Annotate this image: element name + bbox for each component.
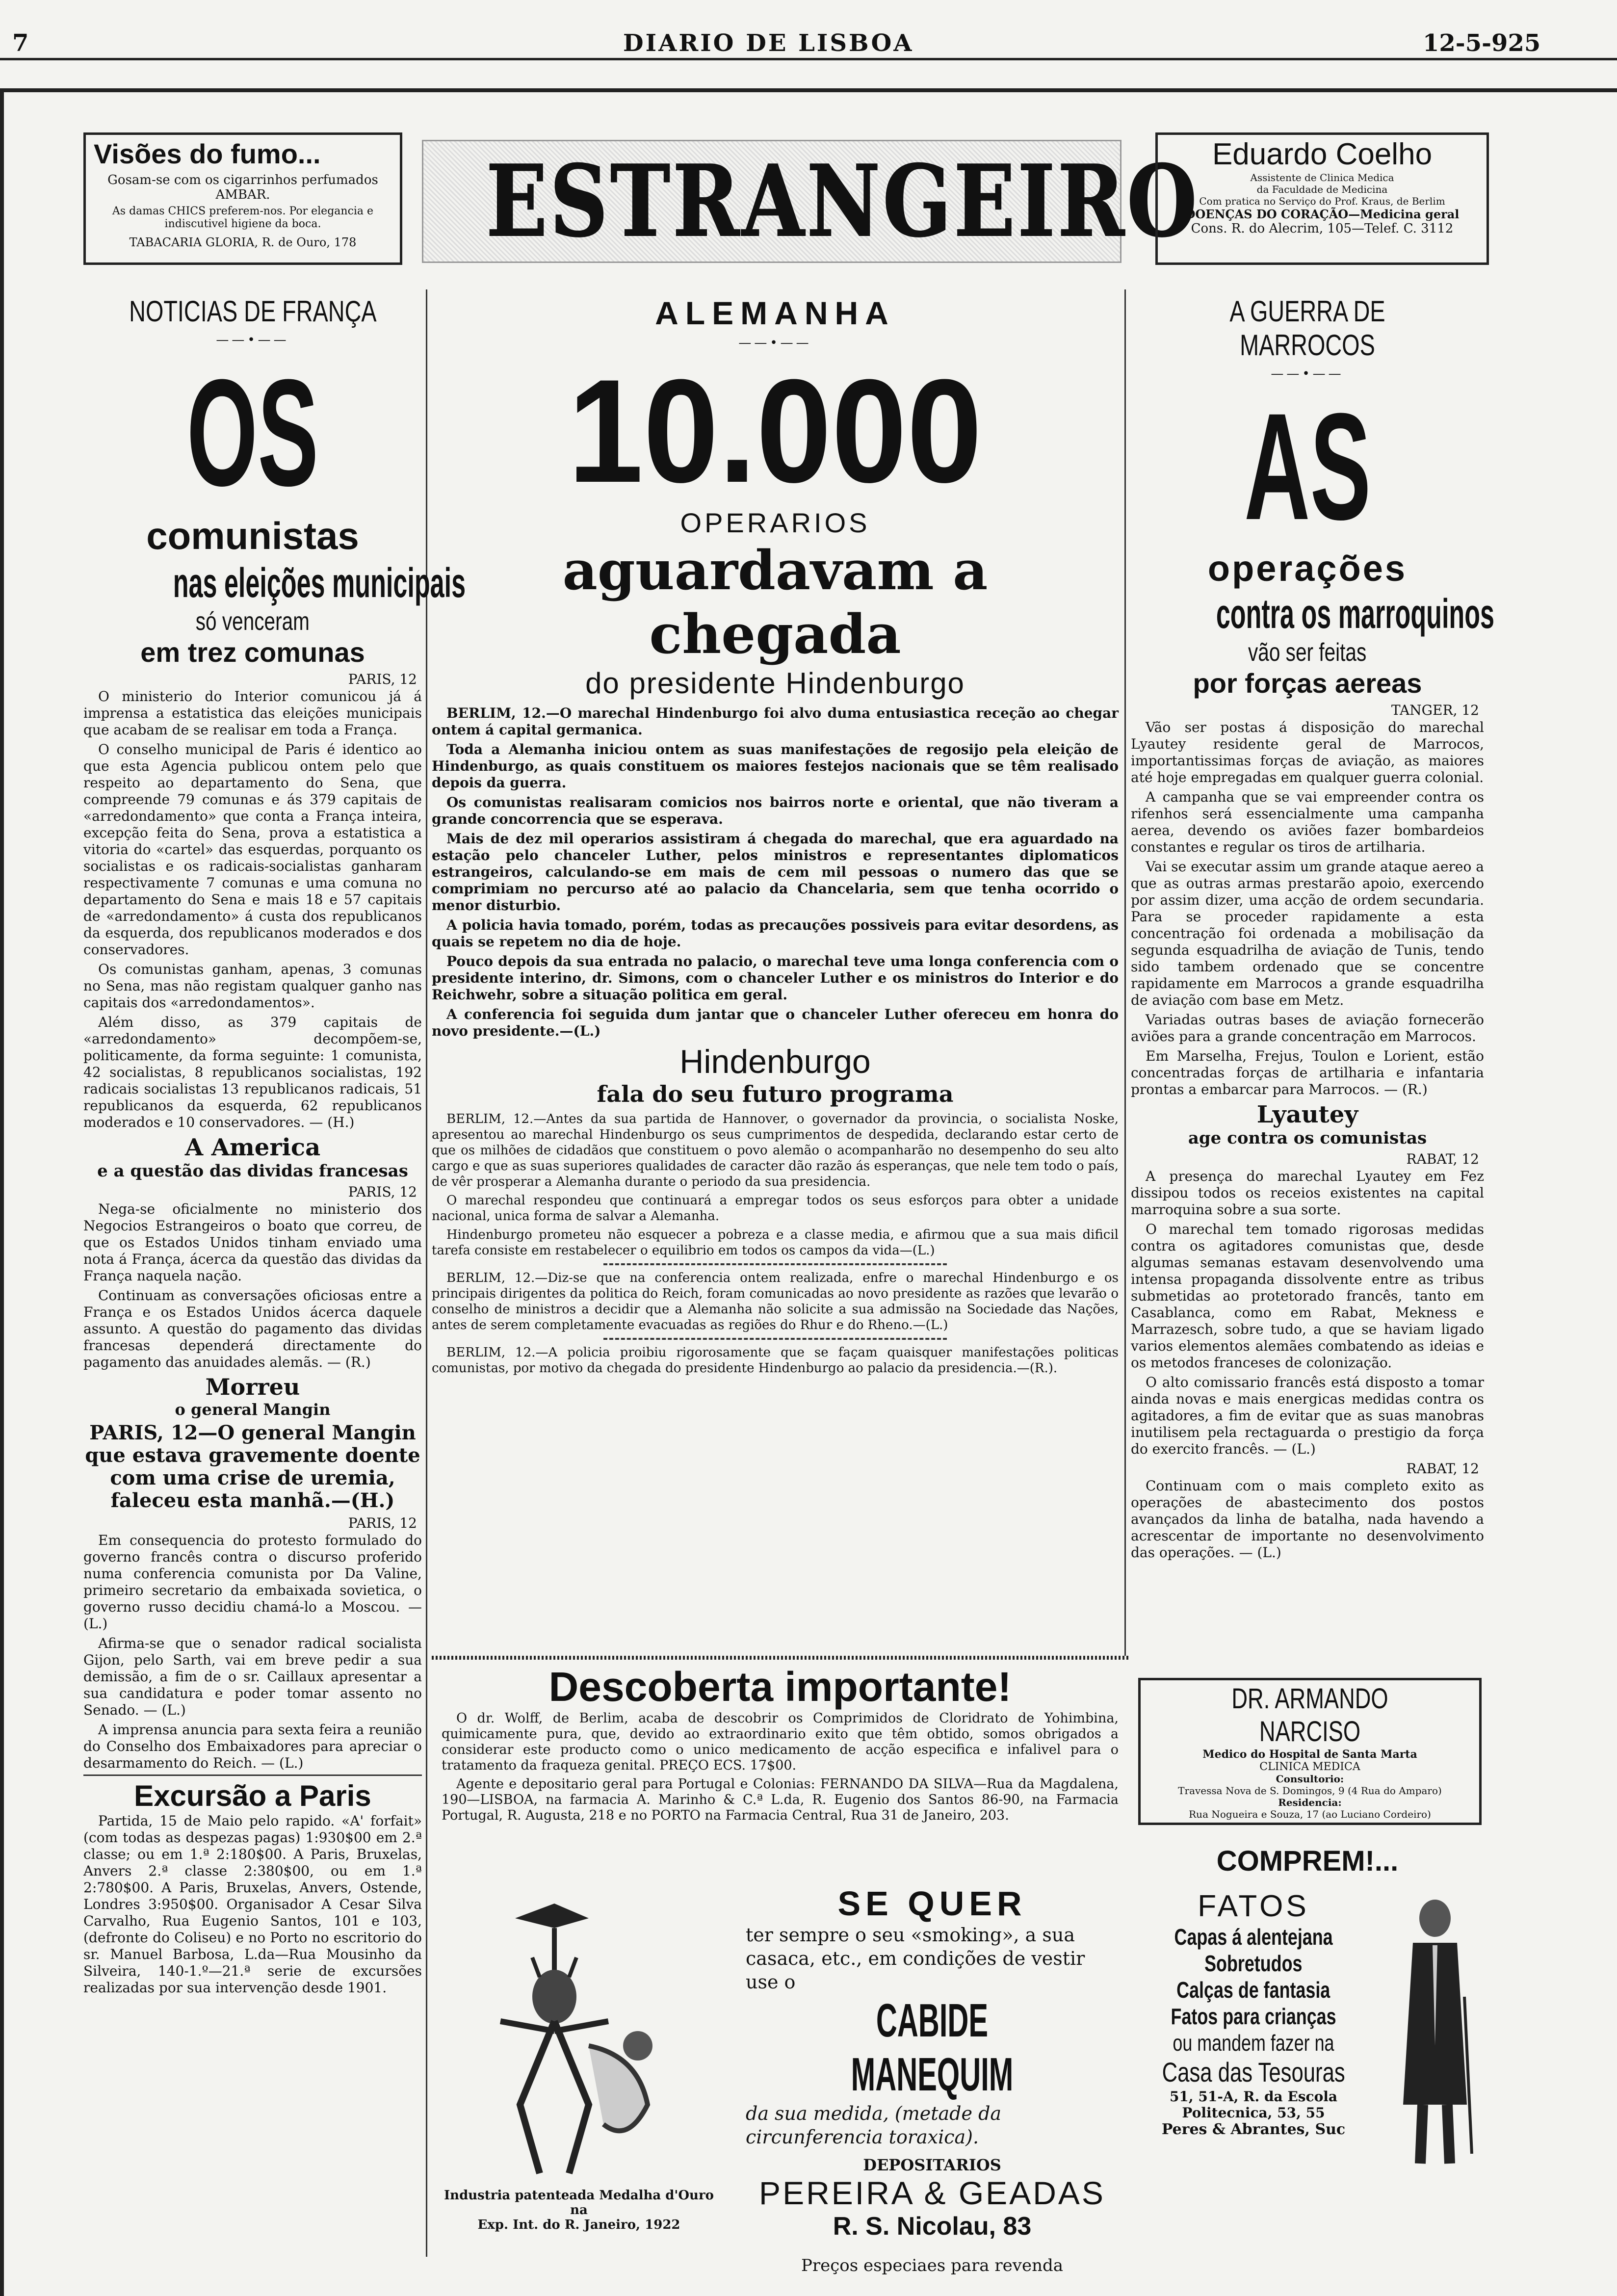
headline: contra os marroquinos bbox=[1216, 591, 1494, 637]
ad-line: 51, 51-A, R. da Escola Politecnica, 53, 55 bbox=[1169, 2088, 1338, 2121]
divider bbox=[603, 1338, 947, 1340]
newspaper-title: DIARIO DE LISBOA bbox=[623, 29, 914, 57]
headline: por forças aereas bbox=[1193, 668, 1422, 699]
dateline: PARIS, 12 bbox=[348, 1515, 417, 1531]
headline: nas eleições municipais bbox=[173, 560, 466, 606]
subheadline: fala do seu futuro programa bbox=[597, 1081, 954, 1107]
ad-line: TABACARIA GLORIA, R. de Ouro, 178 bbox=[129, 235, 357, 249]
ad-line: Casa das Tesouras bbox=[1162, 2057, 1345, 2087]
issue-date: 12-5-925 bbox=[1423, 29, 1541, 57]
ad-line: Capas á alentejana bbox=[1174, 1924, 1333, 1950]
subheadline: Lyautey bbox=[1256, 1101, 1358, 1128]
ad-descoberta bbox=[442, 1663, 1119, 1826]
headline-big: 10.000 bbox=[568, 348, 983, 513]
ad-visoes-do-fumo bbox=[83, 132, 402, 265]
ad-line: Peres & Abrantes, Suc bbox=[1161, 2121, 1346, 2138]
paragraph: Os comunistas ganham, apenas, 3 comunas no Sena, mas não registam qualquer ganho nas capitais dos «arredondamentos». bbox=[83, 961, 422, 1011]
ad-line: Assistente de Clinica Medica bbox=[1250, 172, 1394, 183]
ad-line: Cons. R. do Alecrim, 105—Telef. C. 3112 bbox=[1191, 221, 1454, 236]
ad-line: Com pratica no Serviço do Prof. Kraus, de Berlim bbox=[1199, 195, 1445, 207]
paragraph: Vão ser postas á disposição do marechal Lyautey residente geral de Marrocos, importantissimas forças de aviação, as maiores até hoje empregadas em qualquer guerra colonial. bbox=[1131, 719, 1484, 785]
ad-border bbox=[432, 1656, 1128, 1660]
headline-big: AS bbox=[1244, 381, 1371, 551]
ad-line: Gosam-se com os cigarrinhos perfumados AMBAR. bbox=[107, 173, 378, 202]
subheadline: Morreu bbox=[205, 1374, 300, 1400]
ad-armando-narciso bbox=[1138, 1678, 1482, 1825]
subheadline: age contra os comunistas bbox=[1188, 1128, 1427, 1148]
ad-product: CABIDE MANEQUIM bbox=[851, 1994, 1014, 2101]
dateline: RABAT, 12 bbox=[1406, 1151, 1479, 1167]
ad-text: ter sempre o seu «smoking», a sua casaca, etc., em condições de vestir use o bbox=[746, 1924, 1085, 1993]
paragraph: BERLIM, 12.—A policia proibiu rigorosamente que se façam quaisquer manifestações politicas comunistas, por motivo da chegada do presidente Hindenburgo ao palacio da presidencia.—(R.). bbox=[432, 1345, 1119, 1376]
paragraph: Os comunistas realisaram comicios nos bairros norte e oriental, que não tiveram a grande concorrencia que se esperava. bbox=[432, 794, 1119, 827]
headline: em trez comunas bbox=[140, 637, 365, 668]
paragraph: O marechal respondeu que continuará a empregar todos os seus esforços para obter a unidade nacional, unica forma de salvar a Alemanha. bbox=[432, 1193, 1119, 1224]
banner-section bbox=[422, 140, 1200, 263]
ad-line: DOENÇAS DO CORAÇÃO—Medicina geral bbox=[1185, 207, 1460, 221]
ad-title: Descoberta importante! bbox=[548, 1664, 1012, 1710]
paragraph: BERLIM, 12.—Diz-se que na conferencia ontem realizada, enfre o marechal Hindenburgo e os principais dirigentes da politica do Reich, foram comunicadas ao novo presidente as razões que levarão o conselho de ministros a decidir que a Alemanha não solicite a sua admissão na Sociedade das Nações, antes de serem completamente evacuadas as regiões do Rhur e do Rheno.—(L.) bbox=[432, 1271, 1119, 1332]
paragraph: O alto comissario francês está disposto a tomar ainda novas e mais energicas medidas contra os agitadores, a fim de evitar que as suas manobras inutilisem pela rectaguarda o prestigio da força do exercito francês. — (L.) bbox=[1131, 1374, 1484, 1457]
ad-line: Consultorio: bbox=[1276, 1773, 1344, 1785]
paragraph: Em consequencia do protesto formulado do governo francês contra o discurso proferido numa conferencia comunista por Da Valine, primeiro secretario da embaixada sovietica, o governo russo decidiu chamá-lo a Moscou. — (L.) bbox=[83, 1532, 422, 1632]
divider bbox=[603, 1263, 947, 1265]
illustration-caption bbox=[442, 2188, 716, 2232]
paragraph: A conferencia foi seguida dum jantar que o chanceler Luther ofereceu em honra do novo presidente.—(L.) bbox=[432, 1006, 1119, 1039]
ornament-divider: ——•—— bbox=[738, 336, 812, 350]
dateline: PARIS, 12 bbox=[348, 671, 417, 687]
ad-address: R. S. Nicolau, 83 bbox=[833, 2212, 1032, 2241]
ad-text: da sua medida, (metade da circunferencia toraxica). bbox=[746, 2103, 1002, 2148]
ad-text: Agente e depositario geral para Portugal e Colonias: FERNANDO DA SILVA—Rua da Magdalena, 190—LISBOA, na farmacia A. Marinho & C.ª L.da, R. Eugenio dos Santos 86-90, na Farmacia Portugal, R. Augusta, 218 e no PORTO na Farmacia Central, Rua 31 de Janeiro, 203. bbox=[442, 1776, 1119, 1823]
ornament-divider: ——•—— bbox=[216, 333, 289, 347]
caption-line: Industria patenteada Medalha d'Ouro na bbox=[444, 2188, 714, 2218]
ad-title: Eduardo Coelho bbox=[1212, 137, 1433, 171]
ad-line: FATOS bbox=[1198, 1889, 1309, 1923]
subheadline: e a questão das dividas francesas bbox=[97, 1161, 408, 1181]
dateline: RABAT, 12 bbox=[1406, 1461, 1479, 1477]
ad-title: DR. ARMANDO NARCISO bbox=[1231, 1683, 1388, 1748]
paragraph: A presença do marechal Lyautey em Fez dissipou todos os receios existentes na capital marroquina sobre a sua sorte. bbox=[1131, 1168, 1484, 1218]
ad-line: ou mandem fazer na bbox=[1173, 2030, 1334, 2056]
ad-line: As damas CHICS preferem-nos. Por elegancia e indiscutivel higiene da boca. bbox=[112, 205, 374, 230]
paragraph: Continuam as conversações oficiosas entre a França e os Estados Unidos ácerca daquele assunto. A questão do pagamento das dividas francesas dependerá directamente do pagamento das anuidades alemãs. — (R.) bbox=[83, 1287, 422, 1370]
column-rule bbox=[1124, 289, 1126, 1658]
header-rule bbox=[0, 58, 1617, 60]
divider bbox=[83, 1774, 422, 1776]
paragraph: BERLIM, 12.—Antes da sua partida de Hannover, o governador da provincia, o socialista Noske, apresentou ao marechal Hindenburgo os seus cumprimentos de despedida, declarando estar certo de que os milhões de cidadãos que constituem o povo alemão o acompanharão no desempenho do seu alto cargo e que as suas superiores qualidades de caracter dão razão ás esperanças, que nele tem todo o país, de vêr prosperar a Alemanha durante o periodo da sua presidencia. bbox=[432, 1112, 1119, 1189]
page-frame-top bbox=[0, 88, 1617, 92]
devil-illustration bbox=[442, 1899, 716, 2183]
subheadline: A America bbox=[184, 1134, 321, 1161]
morocco-article bbox=[1131, 294, 1494, 1564]
dateline: TANGER, 12 bbox=[1391, 702, 1479, 718]
paragraph: Mais de dez mil operarios assistiram á chegada do marechal, que era aguardado na estação pelo chanceler Luther, pelos ministros e representantes diplomaticos estrangeiros, calculando-se em mais de cem mil pessoas o numero das que se comprimiam no percurso até ao palacio da Chancelaria, sem que tenha ocorrido o menor disturbio. bbox=[432, 831, 1119, 913]
paragraph: Afirma-se que o senador radical socialista Gijon, pelo Sarth, vai em breve pedir a sua demissão, a fim de o sr. Caillaux apresentar a sua candidatura e poder tomar assento no Senado. — (L.) bbox=[83, 1635, 422, 1718]
ad-line: da Faculdade de Medicina bbox=[1256, 183, 1388, 195]
ad-line: Calças de fantasia bbox=[1176, 1977, 1330, 2003]
headline-big: OS bbox=[186, 347, 319, 518]
ad-eduardo-coelho bbox=[1155, 132, 1489, 265]
france-article bbox=[83, 294, 466, 1999]
paragraph: Nega-se oficialmente no ministerio dos Negocios Estrangeiros o boato que correu, de que os Estados Unidos tinham enviado uma nota á França, ácerca da questão das dividas da França naquela nação. bbox=[83, 1201, 422, 1284]
section-banner-title: ESTRANGEIRO bbox=[486, 144, 1200, 259]
ad-line: Travessa Nova de S. Domingos, 9 (4 Rua do Amparo) bbox=[1178, 1785, 1442, 1797]
paragraph: A policia havia tomado, porém, todas as precauções possiveis para evitar desordens, as quais se repetem no dia de hoje. bbox=[432, 917, 1119, 950]
ad-casa-das-tesouras bbox=[1131, 1845, 1484, 2276]
headline: comunistas bbox=[146, 514, 359, 557]
ad-cabide-manequim bbox=[746, 1884, 1119, 2275]
paragraph: BERLIM, 12.—O marechal Hindenburgo foi alvo duma entusiastica receção ao chegar ontem á capital germanica. bbox=[432, 705, 1119, 738]
headline: OPERARIOS bbox=[680, 507, 870, 538]
caption-line: Exp. Int. do R. Janeiro, 1922 bbox=[477, 2218, 680, 2232]
ad-title: SE QUER bbox=[837, 1884, 1027, 1923]
subheadline: o general Mangin bbox=[175, 1400, 331, 1419]
ad-title: Visões do fumo... bbox=[94, 138, 321, 169]
paragraph: Hindenburgo prometeu não esquecer a pobreza e a classe media, e afirmou que a sua mais dificil tarefa consiste em restabelecer o equilibrio em todos os campos da vida—(L.) bbox=[432, 1227, 1119, 1258]
section-kicker: A GUERRA DE MARROCOS bbox=[1229, 295, 1385, 362]
paragraph: Vai se executar assim um grande ataque aereo a que as outras armas prestarão apoio, exercendo por assim dizer, uma acção de ordem secundaria. Para se proceder rapidamente a esta concentração foi ordenada a mobilisação da segunda esquadrilha de aviação de Tunis, tendo sido tambem ordenado que se concentre rapidamente em Marrocos a grande esquadrilha de aviação com base em Metz. bbox=[1131, 859, 1484, 1008]
paragraph: O ministerio do Interior comunicou já á imprensa a estatistica das eleições municipais que acabam de se realisar em toda a França. bbox=[83, 688, 422, 738]
headline: operações bbox=[1207, 548, 1408, 589]
ad-title: COMPREM!... bbox=[1216, 1845, 1399, 1877]
lead-paragraph: PARIS, 12—O general Mangin que estava gravemente doente com uma crise de uremia, faleceu esta manhã.—(H.) bbox=[85, 1421, 420, 1512]
section-kicker: ALEMANHA bbox=[655, 295, 895, 331]
paragraph: Pouco depois da sua entrada no palacio, o marechal teve uma longa conferencia com o presidente interino, dr. Simons, com o chanceler Luther e os ministros do Interior e do Reichwehr, sobre a situação politica em geral. bbox=[432, 953, 1119, 1003]
headline: vão ser feitas bbox=[1248, 638, 1367, 667]
ad-firm: PEREIRA & GEADAS bbox=[759, 2175, 1105, 2211]
ad-line: Rua Nogueira e Souza, 17 (ao Luciano Cordeiro) bbox=[1189, 1808, 1431, 1820]
paragraph: O marechal tem tomado rigorosas medidas contra os agitadores comunistas que, desde algumas semanas estavam desenvolvendo uma intensa propaganda dissolvente entre as tribus submetidas ao protetorado francês, tanto em Casablanca, como em Rabat, Mekness e Marrazesch, sobre tudo, a que se haviam ligado varios elementos alemães combatendo as ideias e os metodos franceses de colonização. bbox=[1131, 1221, 1484, 1371]
section-kicker: NOTICIAS DE FRANÇA bbox=[129, 295, 377, 328]
paragraph: Continuam com o mais completo exito as operações de abastecimento dos postos avançados da linha de batalha, nada havendo a acrescentar de importante no desenvolvimento das operações. — (L.) bbox=[1131, 1478, 1484, 1561]
paragraph: A imprensa anuncia para sexta feira a reunião do Conselho dos Embaixadores para apreciar o desarmamento do Reich. — (L.) bbox=[83, 1722, 422, 1771]
paragraph: O conselho municipal de Paris é identico ao que esta Agencia publicou ontem pelo que respeito ao departamento do Sena, que compreende 79 comunas e ás 379 capitais de «arredondamento» que conta a França inteira, excepção feita do Sena, prova a estatistica a vitoria do «cartel» das esquerdas, porquanto os socialistas e os radicais-socialistas ganharam respectivamente 7 comunas e uma comuna no departamento do Sena e mais 18 e 57 capitais de «arredondamento» á custa dos republicanos da esquerda, dos republicanos moderados e dos conservadores. bbox=[83, 741, 422, 958]
page-number: 7 bbox=[12, 29, 29, 57]
ad-line: CLINICA MEDICA bbox=[1259, 1761, 1360, 1773]
paragraph: Variadas outras bases de aviação fornecerão aviões para a grande concentração em Marrocos. bbox=[1131, 1012, 1484, 1044]
ad-title: Excursão a Paris bbox=[134, 1779, 371, 1812]
dateline: PARIS, 12 bbox=[348, 1184, 417, 1200]
ad-line: Medico do Hospital de Santa Marta bbox=[1202, 1748, 1417, 1761]
ad-text: O dr. Wolff, de Berlim, acaba de descobrir os Comprimidos de Cloridrato de Yohimbina, quimicamente pura, que, devido ao extraordinario exito que têm obtido, somos obrigados a considerar este producto como o unico medicamento de acção especifica e infalivel para o tratamento da fraqueza genital. PREÇO ECS. 17$00. bbox=[442, 1711, 1119, 1773]
ad-line: Residencia: bbox=[1278, 1797, 1342, 1808]
paragraph: Partida, 15 de Maio pelo rapido. «A' forfait» (com todas as despezas pagas) 1:930$00 em 2.ª classe; ou em 1.ª 2:180$00. A Paris, Bruxelas, Anvers 2.ª classe 2:380$00, ou em 1.ª 2:780$00. A Paris, Bruxelas, Anvers, Ostende, Londres 3:950$00. Organisador A Cesar Silva Carvalho, Rua Eugenio Santos, 101 e 103, (defronte do Coliseu) e no Porto no escritorio do sr. Manuel Barbosa, L.da—Rua Mousinho da Silveira, 140-1.º—21.ª serie de excursões realizadas por sua intervenção desde 1901. bbox=[83, 1813, 422, 1996]
man-in-coat-illustration bbox=[1386, 1899, 1479, 2175]
ornament-divider: ——•—— bbox=[1271, 366, 1344, 381]
ad-label: DEPOSITARIOS bbox=[863, 2156, 1001, 2174]
ad-footer: Preços especiaes para revenda bbox=[801, 2256, 1064, 2275]
ad-line: Sobretudos bbox=[1204, 1951, 1303, 1976]
germany-article bbox=[432, 294, 1119, 1379]
headline: aguardavam a chegada bbox=[562, 539, 988, 666]
subheadline: Hindenburgo bbox=[679, 1043, 871, 1080]
paragraph: Toda a Alemanha iniciou ontem as suas manifestações de regosijo pela eleição de Hindenburgo, as quais constituem os maiores festejos nacionais que se têm realisado depois da guerra. bbox=[432, 741, 1119, 791]
headline: só venceram bbox=[195, 607, 310, 636]
headline: do presidente Hindenburgo bbox=[585, 667, 965, 700]
ad-line: Fatos para crianças bbox=[1171, 2004, 1336, 2029]
paragraph: Em Marselha, Frejus, Toulon e Lorient, estão concentradas forças de artilharia e infantaria prontas a embarcar para Marrocos. — (R.) bbox=[1131, 1048, 1484, 1097]
paragraph: A campanha que se vai empreender contra os rifenhos será essencialmente uma campanha aerea, devendo os aviões fazer bombardeios constantes e regular os tiros de artilharia. bbox=[1131, 789, 1484, 855]
page-frame-left bbox=[0, 92, 4, 2296]
paragraph: Além disso, as 379 capitais de «arredondamento» decompõem-se, politicamente, da forma seguinte: 1 comunista, 42 socialistas, 8 republicanos socialistas, 192 radicais socialistas 13 republicanos radicais, 51 republicanos da esquerda, 62 republicanos moderados e 10 conservadores. — (H.) bbox=[83, 1014, 422, 1130]
